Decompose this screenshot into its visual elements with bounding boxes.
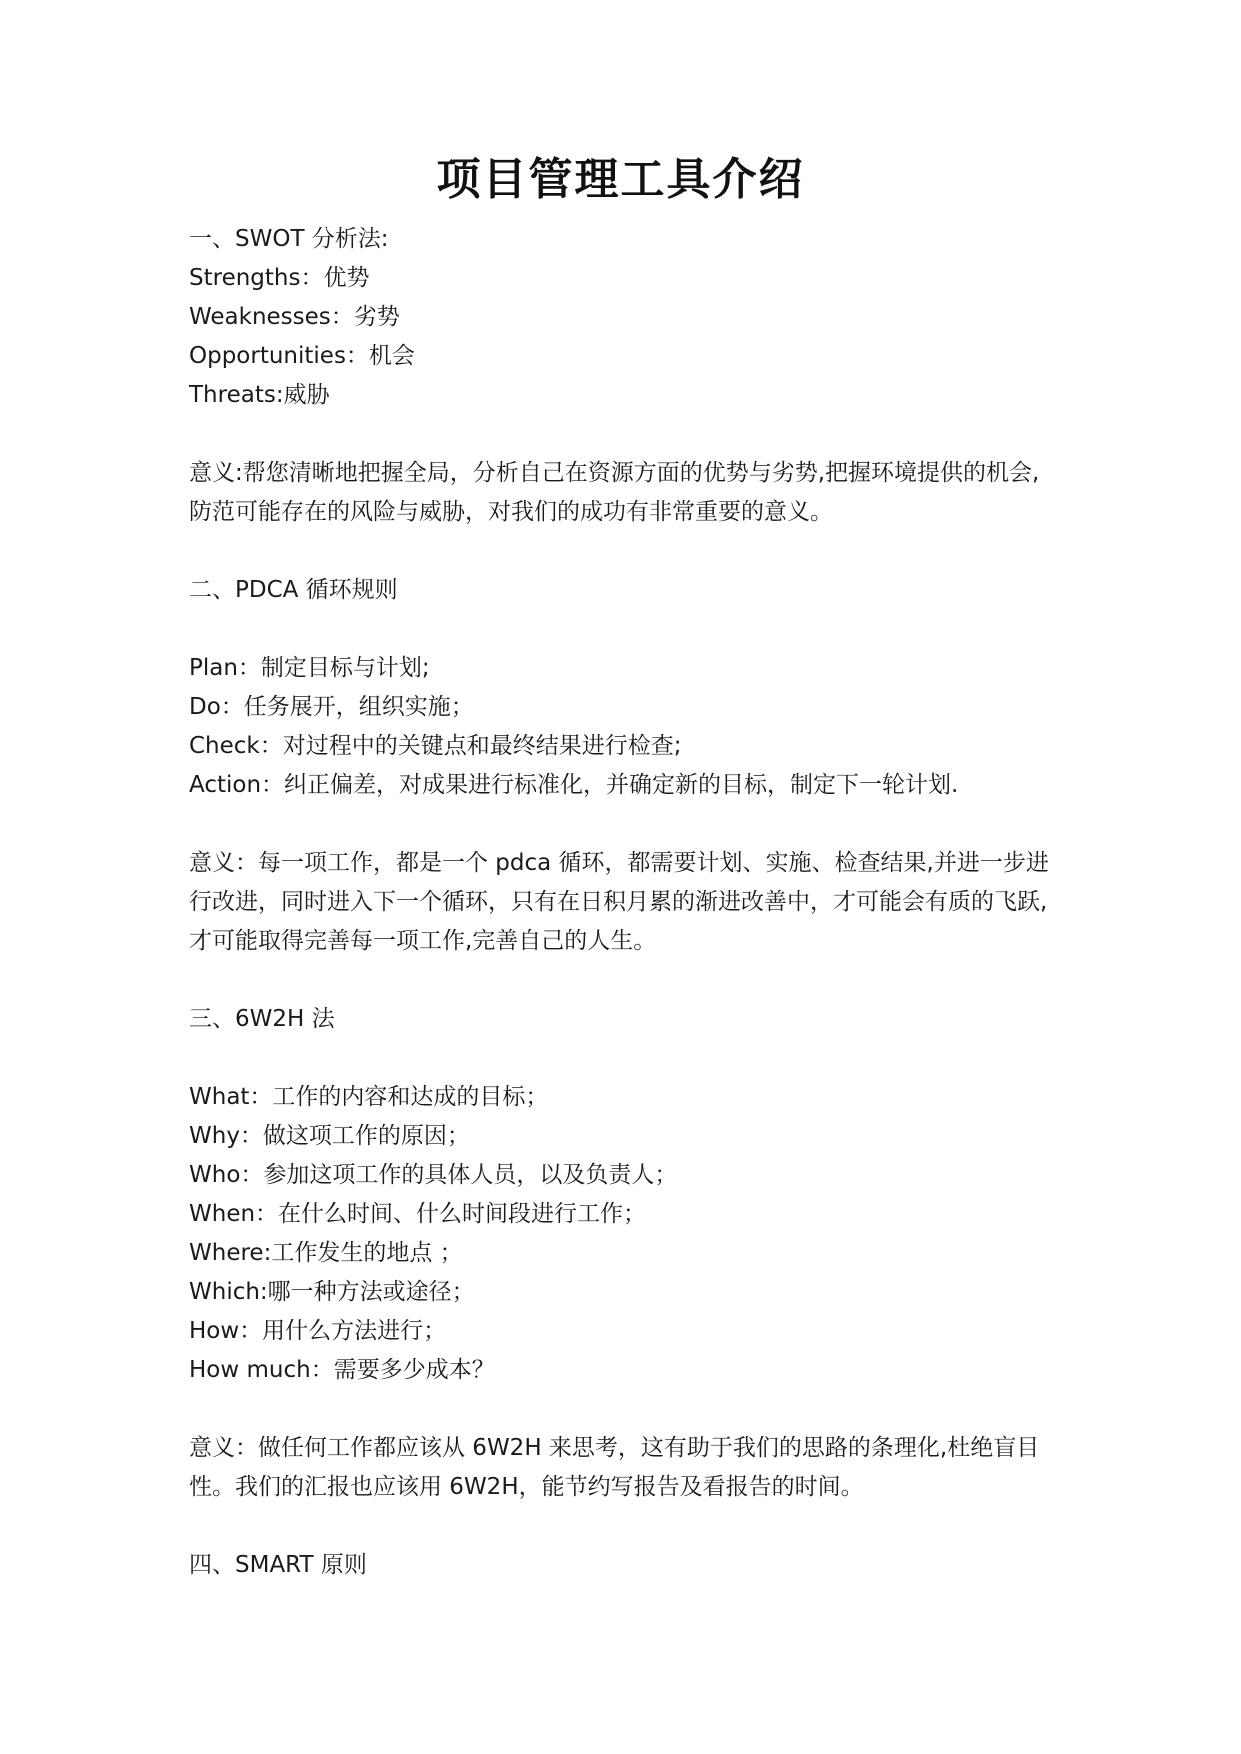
w2h-item-when: When：在什么时间、什么时间段进行工作； — [189, 1201, 647, 1227]
w2h-item-how: How：用什么方法进行； — [189, 1318, 447, 1344]
w2h-item-why: Why：做这项工作的原因； — [189, 1123, 470, 1149]
spacer — [189, 532, 1059, 571]
w2h-item-who: Who：参加这项工作的具体人员，以及负责人； — [189, 1162, 678, 1188]
page-title: 项目管理工具介绍 — [436, 154, 805, 205]
spacer — [189, 1507, 1059, 1546]
spacer — [189, 805, 1059, 844]
w2h-item-what: What：工作的内容和达成的目标； — [189, 1084, 549, 1110]
swot-item-threats: Threats:威胁 — [189, 382, 330, 408]
pdca-meaning-paragraph: 意义：每一项工作，都是一个 pdca 循环，都需要计划、实施、检查结果,并进一步进行改进，同时进入下一个循环，只有在日积月累的渐进改善中，才可能会有质的飞跃,才可能取得完善每一项工作,完善自己的人生。 — [189, 850, 1049, 954]
w2h-item-where: Where:工作发生的地点 ； — [189, 1240, 463, 1266]
spacer — [189, 610, 1059, 649]
swot-item-weaknesses: Weaknesses：劣势 — [189, 304, 400, 330]
w2h-item-how-much: How much：需要多少成本？ — [189, 1357, 495, 1383]
pdca-item-check: Check：对过程中的关键点和最终结果进行检查; — [189, 733, 682, 759]
spacer — [189, 1039, 1059, 1078]
section-heading-smart: 四、SMART 原则 — [189, 1552, 367, 1578]
pdca-item-do: Do：任务展开，组织实施； — [189, 694, 474, 720]
w2h-item-which: Which:哪一种方法或途径； — [189, 1279, 475, 1305]
swot-item-opportunities: Opportunities：机会 — [189, 343, 415, 369]
w2h-meaning-paragraph: 意义：做任何工作都应该从 6W2H 来思考，这有助于我们的思路的条理化,杜绝盲目性。我们的汇报也应该用 6W2H，能节约写报告及看报告的时间。 — [189, 1435, 1040, 1500]
spacer — [189, 415, 1059, 454]
spacer — [189, 1390, 1059, 1429]
swot-item-strengths: Strengths：优势 — [189, 265, 370, 291]
swot-meaning-paragraph: 意义:帮您清晰地把握全局，分析自己在资源方面的优势与劣势,把握环境提供的机会,防范可能存在的风险与威胁，对我们的成功有非常重要的意义。 — [189, 460, 1040, 525]
spacer — [189, 961, 1059, 1000]
section-heading-6w2h: 三、6W2H 法 — [189, 1006, 335, 1032]
section-heading-swot: 一、SWOT 分析法: — [189, 226, 389, 252]
document-body — [189, 220, 1059, 1585]
pdca-item-action: Action：纠正偏差，对成果进行标准化，并确定新的目标，制定下一轮计划. — [189, 772, 959, 798]
pdca-item-plan: Plan：制定目标与计划; — [189, 655, 430, 681]
section-heading-pdca: 二、PDCA 循环规则 — [189, 577, 398, 603]
